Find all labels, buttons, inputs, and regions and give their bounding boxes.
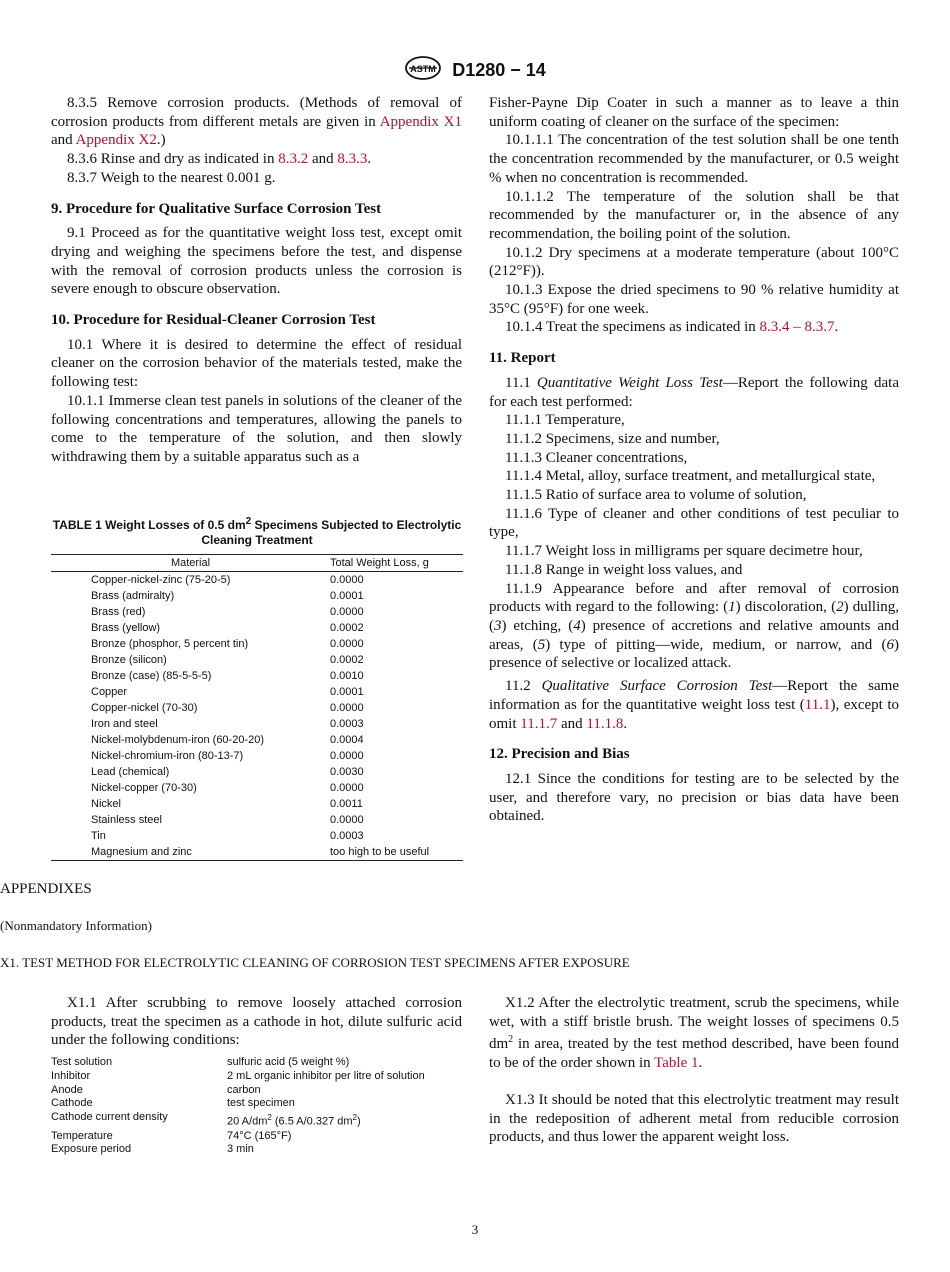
para-11-1-1: 11.1.1 Temperature, xyxy=(505,412,625,429)
appendixes-subtitle: (Nonmandatory Information) xyxy=(0,918,152,933)
weight-loss-cell: 0.0000 xyxy=(330,782,364,794)
table-row xyxy=(51,604,463,620)
link-8-3-2[interactable]: 8.3.2 xyxy=(278,151,309,168)
weight-loss-cell: 0.0000 xyxy=(330,750,364,762)
appendix-right-column xyxy=(489,994,899,1147)
link-11-1[interactable]: 11.1 xyxy=(804,696,831,713)
material-cell: Iron and steel xyxy=(91,718,158,730)
link-11-1-8[interactable]: 11.1.8 xyxy=(586,715,624,732)
condition-row: Cathode current density 20 $A/dm^2$ (6.5 A/0.327 $dm^2$) xyxy=(51,1111,361,1128)
table-row xyxy=(51,748,463,764)
weight-loss-cell: 0.0002 xyxy=(330,654,364,666)
para-11-1-5: 11.1.5 Ratio of surface area to volume of solution, xyxy=(505,487,807,504)
material-cell: Copper xyxy=(91,686,128,698)
page-header xyxy=(0,55,950,86)
material-cell: Bronze (silicon) xyxy=(91,654,167,666)
heading-section-10: 10. Procedure for Residual-Cleaner Corrosion Test xyxy=(51,312,376,329)
table-row xyxy=(51,732,463,748)
condition-row: Exposure period 3 min xyxy=(51,1143,254,1156)
link-11-1-7[interactable]: 11.1.7 xyxy=(520,715,558,732)
material-cell: Brass (red) xyxy=(91,606,146,618)
table-row xyxy=(51,716,463,732)
appendix-left-column xyxy=(51,994,462,1050)
table-row xyxy=(51,700,463,716)
material-cell: Nickel-molybdenum-iron (60-20-20) xyxy=(91,734,265,746)
link-appendix-x1[interactable]: Appendix X1 xyxy=(379,113,462,130)
document-designation: D1280 − 14 xyxy=(452,60,546,80)
para-11-1-6: 11.1.6 Type of cleaner and other conditions of test peculiar to type, xyxy=(489,505,899,541)
link-8-3-4-to-8-3-7[interactable]: 8.3.4 – 8.3.7 xyxy=(759,319,835,336)
conditions-list xyxy=(51,1056,425,1157)
table-row xyxy=(51,684,463,700)
heading-section-11: 11. Report xyxy=(489,350,556,367)
heading-section-12: 12. Precision and Bias xyxy=(489,746,630,763)
right-column xyxy=(489,94,899,826)
left-column xyxy=(51,94,462,467)
weight-loss-cell: 0.0000 xyxy=(330,638,364,650)
para-8-3-5: 8.3.5 Remove corrosion products. (Methods of removal of corrosion products from different metals are given in Appendix X1 and Appendix X2.) xyxy=(51,95,462,149)
table-row xyxy=(51,828,463,844)
material-cell: Nickel-chromium-iron (80-13-7) xyxy=(91,750,244,762)
table-row xyxy=(51,652,463,668)
material-cell: Bronze (phosphor, 5 percent tin) xyxy=(91,638,249,650)
material-cell: Magnesium and zinc xyxy=(51,844,330,861)
table-row xyxy=(51,844,463,861)
condition-row: Inhibitor 2 mL organic inhibitor per litre of solution xyxy=(51,1069,425,1082)
table-1-caption: TABLE 1 Weight Losses of 0.5 $dm^2$ Specimens Subjected to Electrolytic Cleaning Treatment xyxy=(52,516,462,547)
para-8-3-6: 8.3.6 Rinse and dry as indicated in 8.3.2 and 8.3.3. xyxy=(67,151,372,168)
weight-loss-cell: 0.0001 xyxy=(330,590,364,602)
table-row xyxy=(51,668,463,684)
para-10-1-1-2: 10.1.1.2 The temperature of the solution shall be that recommended by the manufacturer or, in the absence of any recommendation, the boiling point of the solution. xyxy=(489,188,899,242)
para-10-1-2: 10.1.2 Dry specimens at a moderate temperature (about 100°C (212°F)). xyxy=(489,244,899,280)
weight-loss-cell: 0.0002 xyxy=(330,622,364,634)
link-appendix-x2[interactable]: Appendix X2 xyxy=(75,132,157,149)
para-10-1-3: 10.1.3 Expose the dried specimens to 90 % relative humidity at 35°C (95°F) for one week. xyxy=(489,282,899,317)
table-row xyxy=(51,780,463,796)
table-row xyxy=(51,764,463,780)
para-11-1-4: 11.1.4 Metal, alloy, surface treatment, and metallurgical state, xyxy=(505,468,876,485)
material-cell: Nickel-copper (70-30) xyxy=(91,782,197,794)
para-11-1: 11.1 Quantitative Weight Loss Test—Report the following data for each test performed: xyxy=(489,374,899,410)
para-11-2: 11.2 Qualitative Surface Corrosion Test—Report the same information as for the quantitative weight loss test (11.1), except to omit 11.1.7 and 11.1.8. xyxy=(489,678,899,732)
para-10-1-1-cont: Fisher-Payne Dip Coater in such a manner as to leave a thin uniform coating of cleaner on the surface of the specimen: xyxy=(489,95,899,130)
weight-loss-cell: 0.0010 xyxy=(330,670,364,682)
table-row xyxy=(51,588,463,604)
material-cell: Bronze (case) (85-5-5-5) xyxy=(91,670,212,682)
table-row xyxy=(51,620,463,636)
weight-loss-cell: 0.0030 xyxy=(330,766,364,778)
para-12-1: 12.1 Since the conditions for testing are to be selected by the user, and therefore vary, no precision or bias data have been obtained. xyxy=(489,770,899,825)
para-x1-2: X1.2 After the electrolytic treatment, scrub the specimens, while wet, with a stiff bristle brush. The weight losses of specimens 0.5 $dm^2$ in area, treated by the test method described, have been found to be of the order shown in Table 1. xyxy=(489,995,899,1072)
link-table-1[interactable]: Table 1 xyxy=(654,1055,699,1072)
table-row xyxy=(51,572,463,589)
para-10-1-4: 10.1.4 Treat the specimens as indicated in 8.3.4 – 8.3.7. xyxy=(505,319,839,336)
table-header-weight-loss: Total Weight Loss, g xyxy=(330,555,463,572)
table-row xyxy=(51,812,463,828)
appendixes-title: APPENDIXES xyxy=(0,881,92,897)
weight-loss-cell: too high to be useful xyxy=(330,844,463,861)
para-11-1-7: 11.1.7 Weight loss in milligrams per square decimetre hour, xyxy=(505,543,863,560)
material-cell: Copper-nickel (70-30) xyxy=(91,702,198,714)
weight-loss-cell: 0.0003 xyxy=(330,830,364,842)
page-number: 3 xyxy=(471,1222,479,1237)
condition-row: Temperature 74°C (165°F) xyxy=(51,1129,292,1142)
para-10-1: 10.1 Where it is desired to determine the effect of residual cleaner on the corrosion behavior of the materials tested, make the following test: xyxy=(51,336,462,391)
material-cell: Tin xyxy=(91,830,106,842)
link-8-3-3[interactable]: 8.3.3 xyxy=(337,151,368,168)
material-cell: Nickel xyxy=(91,798,121,810)
heading-section-9: 9. Procedure for Qualitative Surface Corrosion Test xyxy=(51,200,382,217)
astm-logo-icon xyxy=(404,55,442,86)
condition-row: Test solution sulfuric acid (5 weight %) xyxy=(51,1056,350,1068)
table-1 xyxy=(51,514,463,861)
para-11-1-9: 11.1.9 Appearance before and after removal of corrosion products with regard to the following: (1) discoloration, (2) dulling, (3) etching, (4) presence of accretions and relative amounts and areas, (5) type of pitting—wide, medium, or narrow, and (6) presence of selective or localized attack. xyxy=(489,580,900,672)
weight-loss-cell: 0.0000 xyxy=(330,814,364,826)
table-row xyxy=(51,636,463,652)
material-cell: Brass (yellow) xyxy=(91,622,161,634)
weight-loss-table xyxy=(51,554,463,861)
table-row xyxy=(51,796,463,812)
para-10-1-1-1: 10.1.1.1 The concentration of the test solution shall be one tenth the concentration recommended by the manufacturer, or 0.5 weight % when no concentration is recommended. xyxy=(489,132,899,186)
weight-loss-cell: 0.0001 xyxy=(330,686,364,698)
para-11-1-3: 11.1.3 Cleaner concentrations, xyxy=(505,449,688,466)
condition-row: Anode carbon xyxy=(51,1083,261,1096)
weight-loss-cell: 0.0003 xyxy=(330,718,364,730)
para-x1-1: X1.1 After scrubbing to remove loosely attached corrosion products, treat the specimen as a cathode in hot, dilute sulfuric acid under the following conditions: xyxy=(51,995,462,1049)
weight-loss-cell: 0.0011 xyxy=(330,798,363,810)
material-cell: Brass (admiralty) xyxy=(91,590,175,602)
weight-loss-cell: 0.0000 xyxy=(330,702,364,714)
appendix-x1-heading: X1. TEST METHOD FOR ELECTROLYTIC CLEANING OF CORROSION TEST SPECIMENS AFTER EXPOSURE xyxy=(0,955,630,970)
para-11-1-8: 11.1.8 Range in weight loss values, and xyxy=(505,561,743,578)
weight-loss-cell: 0.0000 xyxy=(330,606,364,618)
material-cell: Copper-nickel-zinc (75-20-5) xyxy=(91,574,231,586)
material-cell: Lead (chemical) xyxy=(91,766,170,778)
material-cell: Stainless steel xyxy=(91,814,162,826)
svg-text:ASTM: ASTM xyxy=(410,64,436,74)
weight-loss-cell: 0.0004 xyxy=(330,734,364,746)
para-11-1-2: 11.1.2 Specimens, size and number, xyxy=(505,430,720,447)
weight-loss-cell: 0.0000 xyxy=(330,574,364,586)
table-header-material: Material xyxy=(51,555,330,572)
condition-row: Cathode test specimen xyxy=(51,1097,295,1110)
para-10-1-1: 10.1.1 Immerse clean test panels in solutions of the cleaner of the following concentrations and temperatures, allowing the panels to come to the temperature of the solution, and then slowly withdrawing them by a suitable apparatus such as a xyxy=(51,392,462,465)
para-9-1: 9.1 Proceed as for the quantitative weight loss test, except omit drying and weighing the specimens before the test, and dispense with the removal of corrosion products unless the corrosion is severe enough to obscure observation. xyxy=(51,225,462,298)
para-8-3-7: 8.3.7 Weigh to the nearest 0.001 g. xyxy=(67,169,276,186)
para-x1-3: X1.3 It should be noted that this electrolytic treatment may result in the redeposition of adherent metal from reducible corrosion products, and thus lower the apparent weight loss. xyxy=(489,1091,899,1146)
